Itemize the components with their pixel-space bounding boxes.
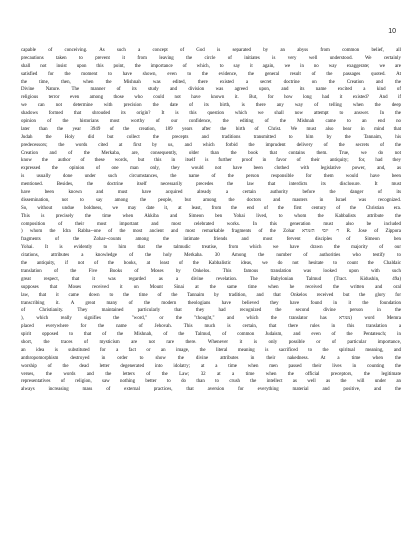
text-line: placed everywhere for the name of Jehovah. This much is certain, that there rules in this translation a [21, 324, 401, 330]
text-line: opinion of the historians most worthy of our confidence, the editing of the Mishnah came to an end no [21, 119, 401, 125]
text-line: short, the traces of mysticism are not rare there. Whenever it is only possible or of particular importance, [21, 339, 401, 345]
text-line: expressed the opinion of one man only, they would not have been clothed with legislative power, and, as [21, 166, 401, 172]
text-line: This is precisely the time when Akkiba and Simeon ben Yohai lived, to whom the Kabbalists attribute the [21, 213, 401, 219]
text-line: Divine Nature. The manner of its study and division was agreed upon, and its name excited a kind of [21, 87, 401, 93]
text-line: the antiquity, if not of the books, at least of the Kabbalistic ideas, we do not hesitate to count the Chaldaic [21, 261, 401, 267]
text-line: anthropomorphism destroyed in order to show the divine attributes in their nakedness. At a time when the [21, 355, 401, 361]
text-line: citations, attributes a knowledge of the holy Merkaba. 30 Among the number of authorities who testify to [21, 253, 401, 259]
text-line: representatives of religion, saw nothing better to do than to crush the intellect as well as the will under an [21, 379, 401, 385]
text-line: religious terror even among those who could not have known it. But, for how long had it existed? And if [21, 95, 401, 101]
text-line: capable of conceiving. As such a concept of God is separated by an abyss from common belief, all [21, 48, 401, 53]
text-line: law, that it came down to the time of the Tannaim by tradition, and that Onkelos received but the glory for [21, 292, 401, 298]
text-line: later than the year 3949 of the creation, 189 years after the birth of Christ. We must also bear in mind that [21, 126, 401, 132]
text-line: shall not insist upon this point, the importance of which, to say it again, we in no way exaggerate; we are [21, 63, 401, 69]
text-line: always increasing mass of external practices, that aversion for everything material and positive, and the [21, 387, 401, 393]
text-line: satisfied for the moment to have shown, even to the evidence, the general result of the passages quoted. At [21, 71, 401, 77]
text-line: shadows formed that shrouded its origin? It is this question which we shall now attempt to answer. In the [21, 111, 401, 117]
text-line: transcribing it. A great many of the modern theologians have believed they have found in it the foundation [21, 300, 401, 306]
text-line: composition of their most important and most celebrated works. In this generation must also be included [21, 221, 401, 227]
text-line: verses, the words and the letters of the Law; 32 at a time when the official preceptors, the legitimate [21, 371, 401, 377]
text-line: great respect, that it was regarded as a divine revelation. The Babylonian Talmud (Tract. Kidushin, 49a) [21, 276, 401, 282]
text-line: an idea is substituted for a fact or an image, the literal meaning is sacrificed to the spiritual meaning, and [21, 347, 401, 353]
text-line: precautions taken to prevent it from leaving the circle of initiates is very well understood. We certainly [21, 55, 401, 61]
text-line: spirit opposed to that of the Mishnah, of the Talmud, of common Judaism, and even of the Pentateuch; in [21, 332, 401, 338]
text-line: have been known and must have acquired already a certain authority before the danger of its [21, 190, 401, 196]
body-text [21, 47, 401, 394]
text-line: So, without undue boldness, we may date it, at least, from the end of the first century of the Christian era. [21, 205, 401, 211]
text-line: Judah the Holy did but collect the precepts and traditions transmitted to him by the Tannaim, his [21, 134, 401, 140]
text-line: mentioned. Besides, the doctrine itself necessarily precedes the law that interdicts its disclosure. It must [21, 182, 401, 188]
page-number: 10 [388, 28, 396, 35]
text-line: the time, then, when the Mishnah was edited, there existed a secret doctrine on the Creation and the [21, 79, 401, 85]
text-line: worship of the dead letter degenerated into idolatry; at a time when men passed their lives in counting the [21, 363, 401, 369]
text-line: supposes that Moses received it on Mount Sinai at the same time when he received the written and oral [21, 284, 401, 290]
text-line: Creation and of the Merkaba, are, consequently, older than the book that contains them. True, we do not [21, 150, 401, 156]
text-line: ) whom the Idra Rabba--one of the most ancient and most remarkable fragments of the Zohar ר׳ יוסי הזמרא R. Jose of Zippora [21, 229, 401, 235]
text-line: translation of the Five Books of Moses by Onkelos. This famous translation was looked upon with such [21, 268, 401, 274]
text-line: predecessors; the words cited at first by us, and which forbid the imprudent delivery of the secrets of the [21, 142, 401, 148]
text-line: we can not determine with precision the date of its birth, is there any way of telling when the deep [21, 103, 401, 109]
text-line: of Christianity. They maintained particularly that they had recognized the second divine person in the [21, 308, 401, 314]
text-line: fragments of the Zohar--counts among the intimate friends and most fervent disciples of Simeon ben [21, 237, 401, 243]
text-line: know the author of these words, but this in itself is further proof in favor of their antiquity; for, had they [21, 158, 401, 164]
text-line: ), which really signifies the "word," or the "thought," and which the translator has ממרא) word Memra [21, 316, 401, 322]
text-line: dissemination, not to say among the people, but among the doctors and masters in Israel was recognized. [21, 197, 401, 203]
text-line: is usually done under such circumstances, the name of the person responsible for them would have been [21, 174, 401, 180]
text-line: Yohai. It is evidently to him that the talmudic treatise, from which we have drawn the majority of our [21, 245, 401, 251]
